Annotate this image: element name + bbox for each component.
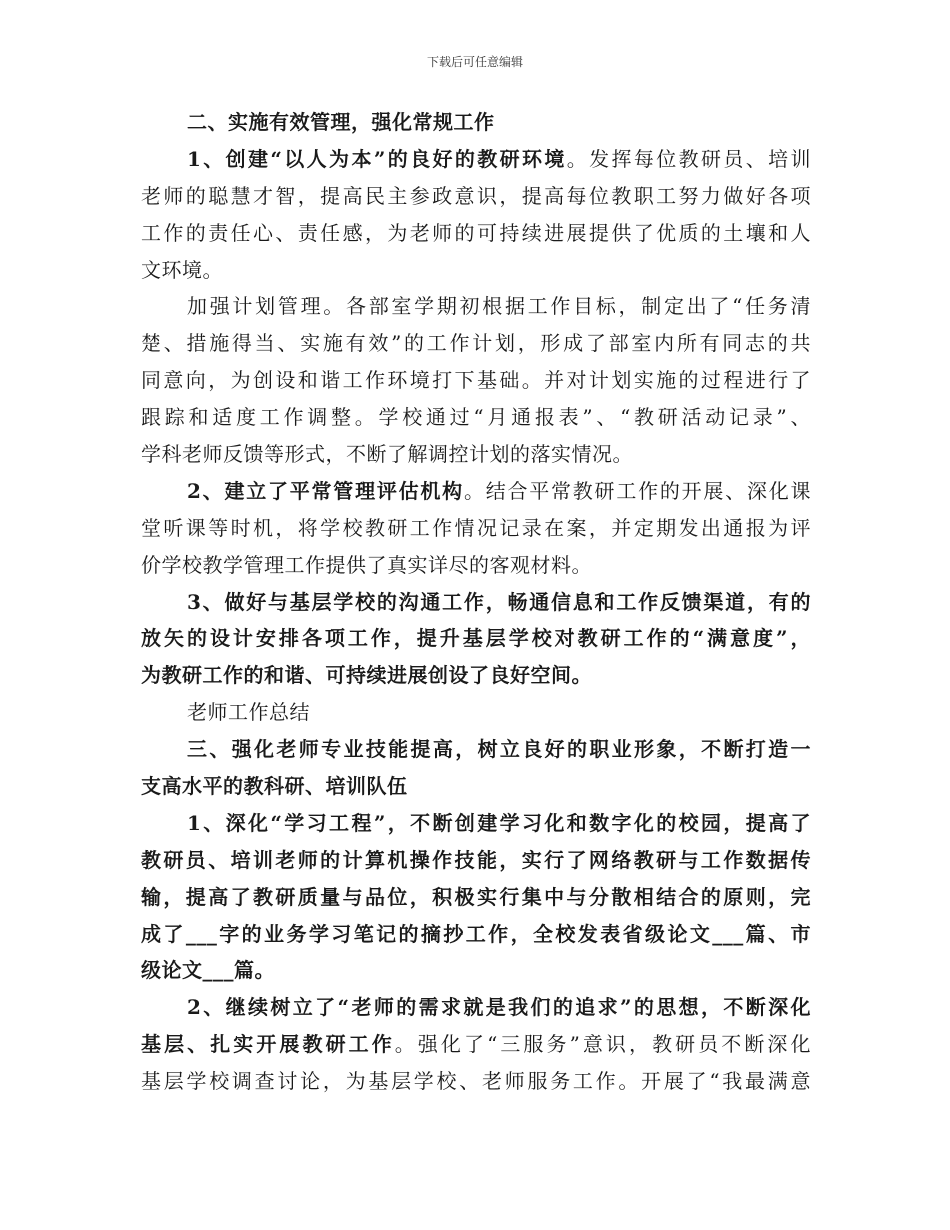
paragraph-line: 跟踪和适度工作调整。学校通过“月通报表”、“教研活动记录”、 bbox=[141, 405, 811, 430]
bold-lead: 2、建立了平常管理评估机构 bbox=[187, 478, 464, 503]
paragraph-line bbox=[141, 141, 811, 178]
paragraph-line: 价学校教学管理工作提供了真实详尽的客观材料。 bbox=[141, 552, 592, 577]
paragraph-line: 级论文___篇。 bbox=[141, 958, 275, 983]
paragraph-line: 工作的责任心、责任感，为老师的可持续进展提供了优质的土壤和人 bbox=[141, 220, 811, 245]
paragraph-line: 教研员、培训老师的计算机操作技能，实行了网络教研与工作数据传 bbox=[141, 847, 811, 872]
subtitle-line: 老师工作总结 bbox=[187, 700, 310, 725]
paragraph-line: 老师的聪慧才智，提高民主参政意识，提高每位教职工努力做好各项 bbox=[141, 183, 811, 208]
document-body bbox=[141, 104, 811, 1100]
paragraph-line: 堂听课等时机，将学校教研工作情况记录在案，并定期发出通报为评 bbox=[141, 515, 811, 540]
paragraph-line: 学科老师反馈等形式，不断了解调控计划的落实情况。 bbox=[141, 442, 633, 467]
paragraph-text: 。强化了“三服务”意识，教研员不断深化 bbox=[394, 1032, 812, 1057]
paragraph-line: 2、继续树立了“老师的需求就是我们的追求”的思想，不断深化 bbox=[187, 995, 811, 1020]
section-heading: 二、实施有效管理，强化常规工作 bbox=[187, 110, 495, 134]
paragraph-line bbox=[141, 1026, 811, 1063]
section-heading: 三、强化老师专业技能提高，树立良好的职业形象，不断打造一 bbox=[187, 737, 811, 762]
paragraph-line: 为教研工作的和谐、可持续进展创设了良好空间。 bbox=[141, 663, 592, 688]
paragraph-line: 输，提高了教研质量与品位，积极实行集中与分散相结合的原则，完 bbox=[141, 884, 811, 909]
paragraph-line: 加强计划管理。各部室学期初根据工作目标，制定出了“任务清 bbox=[187, 294, 811, 319]
paragraph-line: 1、深化“学习工程”，不断创建学习化和数字化的校园，提高了 bbox=[187, 810, 811, 835]
paragraph-text: 。结合平常教研工作的开展、深化课 bbox=[463, 478, 811, 503]
bold-lead: 1、创建“以人为本”的良好的教研环境 bbox=[187, 146, 567, 171]
paragraph-line: 同意向，为创设和谐工作环境打下基础。并对计划实施的过程进行了 bbox=[141, 368, 811, 393]
paragraph-line bbox=[141, 473, 811, 510]
bold-lead: 基层、扎实开展教研工作 bbox=[141, 1032, 395, 1057]
paragraph-line: 文环境。 bbox=[141, 257, 223, 282]
paragraph-text: 。发挥每位教研员、培训 bbox=[566, 146, 811, 171]
page-header: 下载后可任意编辑 bbox=[426, 55, 523, 69]
paragraph-line: 放矢的设计安排各项工作，提升基层学校对教研工作的“满意度”， bbox=[141, 626, 811, 651]
paragraph-line: 3、做好与基层学校的沟通工作，畅通信息和工作反馈渠道，有的 bbox=[187, 589, 811, 614]
paragraph-line: 成了___字的业务学习笔记的摘抄工作，全校发表省级论文___篇、市 bbox=[141, 921, 811, 946]
section-heading: 支高水平的教科研、培训队伍 bbox=[141, 774, 408, 799]
paragraph-line: 楚、措施得当、实施有效”的工作计划，形成了部室内所有同志的共 bbox=[141, 331, 811, 356]
paragraph-line: 基层学校调查讨论，为基层学校、老师服务工作。开展了“我最满意 bbox=[141, 1069, 811, 1094]
